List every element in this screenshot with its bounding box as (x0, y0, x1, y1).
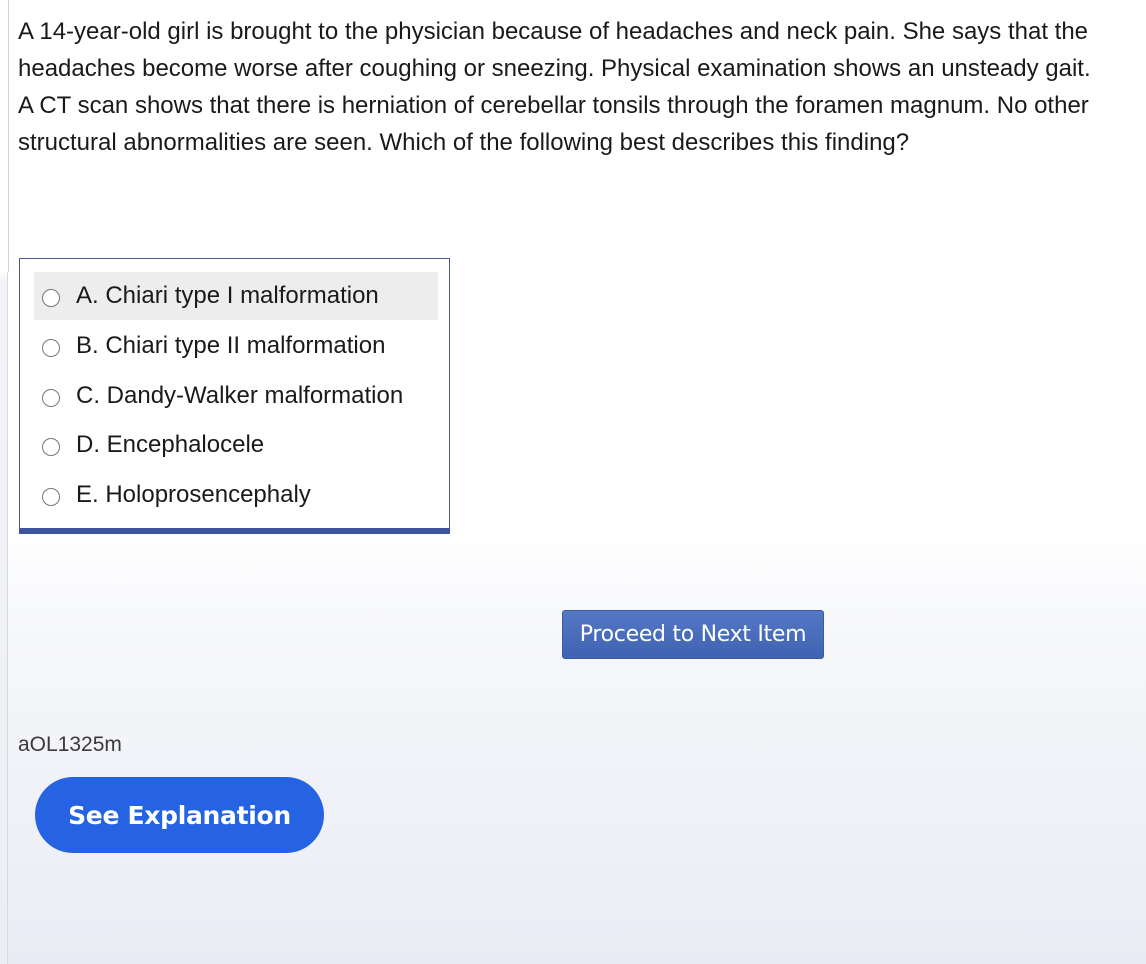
radio-b[interactable] (42, 339, 60, 357)
option-d[interactable] (34, 421, 438, 469)
question-stem: A 14-year-old girl is brought to the physician because of headaches and neck pain. She says that the headaches become worse after coughing or sneezing. Physical examination shows an unsteady gait. A CT scan shows that there is herniation of cerebellar tonsils through the foramen magnum. No other structural abnormalities are seen. Which of the following best describes this finding? (18, 18, 1091, 156)
option-c[interactable] (34, 372, 438, 420)
radio-c[interactable] (42, 389, 60, 407)
option-b[interactable] (34, 322, 438, 370)
option-a[interactable] (34, 272, 438, 320)
radio-e[interactable] (42, 488, 60, 506)
see-explanation-button[interactable]: See Explanation (35, 777, 324, 853)
option-a-label: A. Chiari type I malformation (76, 282, 379, 309)
radio-a[interactable] (42, 289, 60, 307)
option-e-label: E. Holoprosencephaly (76, 481, 311, 508)
option-b-label: B. Chiari type II malformation (76, 332, 386, 359)
option-d-label: D. Encephalocele (76, 431, 265, 458)
option-e[interactable] (34, 471, 438, 519)
radio-d[interactable] (42, 438, 60, 456)
answer-options (19, 258, 450, 534)
item-id: aOL1325m (18, 733, 122, 756)
left-panel-edge-top (0, 0, 9, 272)
proceed-next-item-button[interactable]: Proceed to Next Item (562, 610, 824, 659)
option-c-label: C. Dandy-Walker malformation (76, 382, 404, 409)
